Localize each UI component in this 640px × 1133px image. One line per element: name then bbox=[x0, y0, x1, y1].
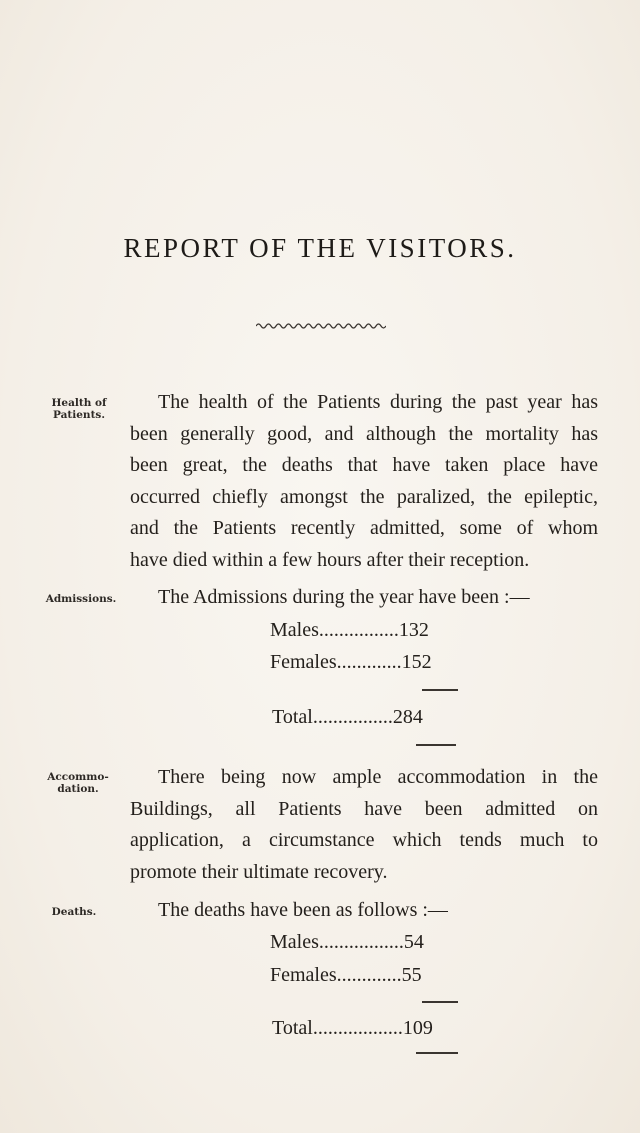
deaths-intro: The deaths have been as follows :— bbox=[158, 899, 448, 921]
deaths-row-females bbox=[270, 964, 422, 987]
margin-note-health-line2: Patients. bbox=[53, 409, 105, 421]
admissions-row-total bbox=[272, 706, 423, 729]
admissions-females-value: 152 bbox=[401, 651, 432, 673]
admissions-females-dots: ............. bbox=[336, 651, 402, 673]
health-line-1: The health of the Patients during the past year has bbox=[158, 391, 598, 413]
health-line-6: have died within a few hours after their reception. bbox=[130, 548, 530, 571]
accommodation-paragraph bbox=[130, 762, 598, 888]
accommodation-line-3: application, a circumstance which tends much to bbox=[130, 829, 598, 851]
admissions-total-rule bbox=[416, 744, 456, 746]
health-line-2: been generally good, and although the mortality has bbox=[130, 422, 598, 445]
margin-note-health-line1: Health of bbox=[51, 397, 107, 409]
deaths-total-label: Total bbox=[272, 1017, 313, 1039]
health-line-3: been great, the deaths that have taken place have bbox=[130, 454, 598, 476]
deaths-males-dots: ................. bbox=[318, 931, 404, 953]
wavy-rule-ornament bbox=[256, 321, 386, 331]
health-paragraph bbox=[130, 387, 598, 576]
deaths-males-value: 54 bbox=[403, 931, 424, 953]
deaths-females-dots: ............. bbox=[336, 964, 402, 986]
deaths-females-label: Females bbox=[270, 964, 337, 986]
deaths-row-males bbox=[270, 931, 424, 954]
deaths-row-total bbox=[272, 1017, 433, 1040]
deaths-total-dots: .................. bbox=[312, 1017, 403, 1039]
margin-note-health bbox=[44, 397, 114, 421]
deaths-females-value: 55 bbox=[401, 964, 422, 986]
health-line-4: occurred chiefly amongst the paralized, the epileptic, bbox=[130, 485, 598, 508]
margin-note-accommodation bbox=[40, 771, 116, 795]
deaths-total-rule bbox=[416, 1052, 458, 1054]
deaths-total-value: 109 bbox=[402, 1017, 433, 1039]
admissions-row-males bbox=[270, 619, 429, 642]
accommodation-line-1: There being now ample accommodation in the bbox=[158, 766, 598, 788]
admissions-males-dots: ................ bbox=[318, 619, 399, 641]
margin-note-deaths: Deaths. bbox=[51, 906, 97, 918]
margin-note-accommodation-line1: Accommo- bbox=[47, 771, 109, 783]
accommodation-line-4: promote their ultimate recovery. bbox=[130, 860, 388, 883]
admissions-sum-rule bbox=[422, 689, 458, 691]
admissions-total-value: 284 bbox=[392, 706, 423, 728]
admissions-males-label: Males bbox=[270, 619, 319, 641]
page-title: REPORT OF THE VISITORS. bbox=[123, 233, 517, 263]
admissions-intro: The Admissions during the year have been :— bbox=[158, 586, 530, 608]
admissions-total-label: Total bbox=[272, 706, 313, 728]
admissions-females-label: Females bbox=[270, 651, 337, 673]
accommodation-line-2: Buildings, all Patients have been admitted on bbox=[130, 797, 598, 820]
admissions-total-dots: ................ bbox=[312, 706, 393, 728]
health-line-5: and the Patients recently admitted, some of whom bbox=[130, 517, 598, 539]
admissions-males-value: 132 bbox=[398, 619, 429, 641]
deaths-males-label: Males bbox=[270, 931, 319, 953]
margin-note-admissions: Admissions. bbox=[45, 593, 117, 605]
deaths-sum-rule bbox=[422, 1001, 458, 1003]
margin-note-accommodation-line2: dation. bbox=[57, 783, 99, 795]
admissions-row-females bbox=[270, 651, 432, 674]
